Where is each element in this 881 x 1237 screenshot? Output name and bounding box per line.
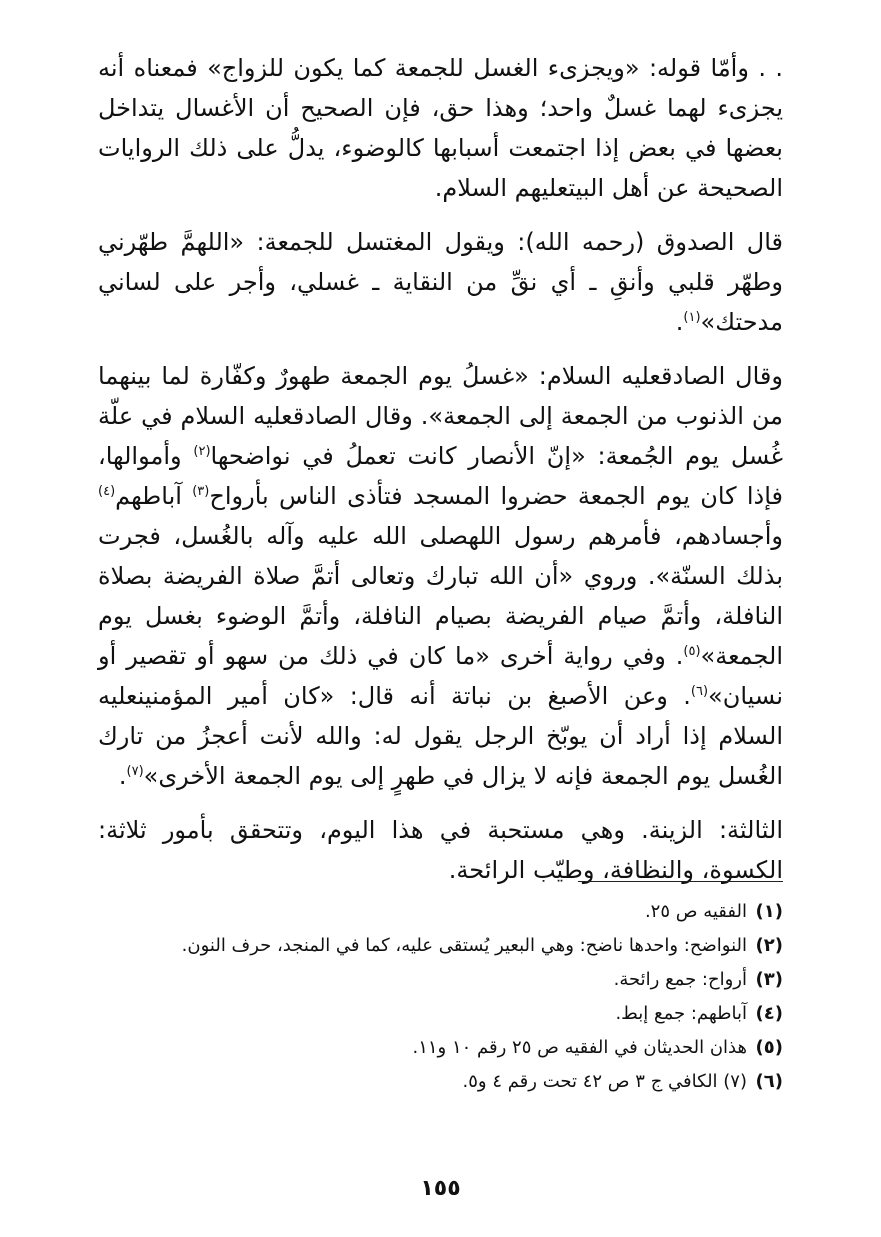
- footnote-ref-5: (٥): [683, 644, 701, 659]
- page-number: ١٥٥: [420, 1176, 461, 1201]
- footnotes: [98, 896, 783, 1100]
- footnote-text: (٧) الكافي ج ٣ ص ٤٢ تحت رقم ٤ و٥.: [462, 1071, 747, 1092]
- footnote-ref-1: (١): [683, 310, 701, 325]
- footnote-text: الفقيه ص ٢٥.: [644, 901, 747, 922]
- footnote-divider: [578, 881, 783, 882]
- footnote-number: (٥): [755, 1037, 783, 1058]
- footnote-item: [98, 896, 783, 927]
- footnote-ref-6: (٦): [690, 684, 709, 699]
- footnote-ref-4: (٤): [98, 484, 116, 499]
- main-text: [98, 48, 783, 904]
- footnote-text: هذان الحديثان في الفقيه ص ٢٥ رقم ١٠ و١١.: [412, 1037, 747, 1058]
- paragraph-4: الثالثة: الزينة. وهي مستحبة في هذا اليوم، وتتحقق بأمور ثلاثة: الكسوة، والنظافة، وطيّب الرائحة.: [98, 816, 783, 884]
- footnote-ref-7: (٧): [126, 764, 144, 779]
- paragraph-3: وقال الصادقعليه السلام: «غسلُ يوم الجمعة طهورٌ وكفّارة لما بينهما من الذنوب من الجمعة إلى الجمعة». وقال الصادقعليه السلام في علّة غُسل يوم الجُمعة: «إنّ الأنصار كانت تعملُ في نواضحها$^{(٢)}$ وأموالها، فإذا كان يوم الجمعة حضروا المسجد فتأذى الناس بأرواح$^{(٣)}$ آباطهم$^{(٤)}$ وأجسادهم، فأمرهم رسول اللهصلى الله عليه وآله بالغُسل، فجرت بذلك السنّة». وروي «أن الله تبارك وتعالى أتمَّ صلاة الفريضة بصلاة النافلة، وأتمَّ صيام الفريضة بصيام النافلة، وأتمَّ الوضوء بغسل يوم الجمعة»$^{(٥)}$. وفي رواية أخرى «ما كان في ذلك من سهو أو تقصير أو نسيان»$^{(٦)}$. وعن الأصبغ بن نباتة أنه قال: «كان أمير المؤمنينعليه السلام إذا أراد أن يوبّخ الرجل يقول له: والله لأنت أعجزُ من تارك الغُسل يوم الجمعة فإنه لا يزال في طهرٍ إلى يوم الجمعة الأخرى»$^{(٧)}$.: [98, 362, 783, 790]
- footnote-item: [98, 1032, 783, 1063]
- footnote-item: [98, 964, 783, 995]
- footnote-number: (٦): [755, 1071, 783, 1092]
- footnote-ref-2: (٢): [193, 444, 211, 459]
- footnote-item: [98, 930, 783, 961]
- footnote-ref-3: (٣): [192, 484, 210, 499]
- footnote-text: أرواح: جمع رائحة.: [613, 969, 747, 990]
- footnote-item: [98, 1066, 783, 1097]
- footnote-number: (٤): [755, 1003, 783, 1024]
- footnote-number: (١): [755, 901, 783, 922]
- paragraph-1: . . وأمّا قوله: «ويجزىء الغسل للجمعة كما يكون للزواج» فمعناه أنه يجزىء لهما غسلٌ واحد؛ وهذا حق، فإن الصحيح أن الأغسال يتداخل بعضها في بعض إذا اجتمعت أسبابها كالوضوء، يدلُّ على ذلك الروايات الصحيحة عن أهل البيتعليهم السلام.: [98, 54, 783, 202]
- footnote-number: (٣): [755, 969, 783, 990]
- footnote-item: [98, 998, 783, 1029]
- footnote-text: آباطهم: جمع إبط.: [615, 1003, 747, 1024]
- paragraph-2: قال الصدوق (رحمه الله): ويقول المغتسل للجمعة: «اللهمَّ طهّرني وطهّر قلبي وأنقِ ـ أي نقِّ من النقاية ـ غسلي، وأجر على لساني مدحتك»$^{(١)}$.: [98, 228, 783, 336]
- footnote-number: (٢): [755, 935, 783, 956]
- footnote-text: النواضح: واحدها ناضح: وهي البعير يُستقى عليه، كما في المنجد، حرف النون.: [181, 935, 747, 956]
